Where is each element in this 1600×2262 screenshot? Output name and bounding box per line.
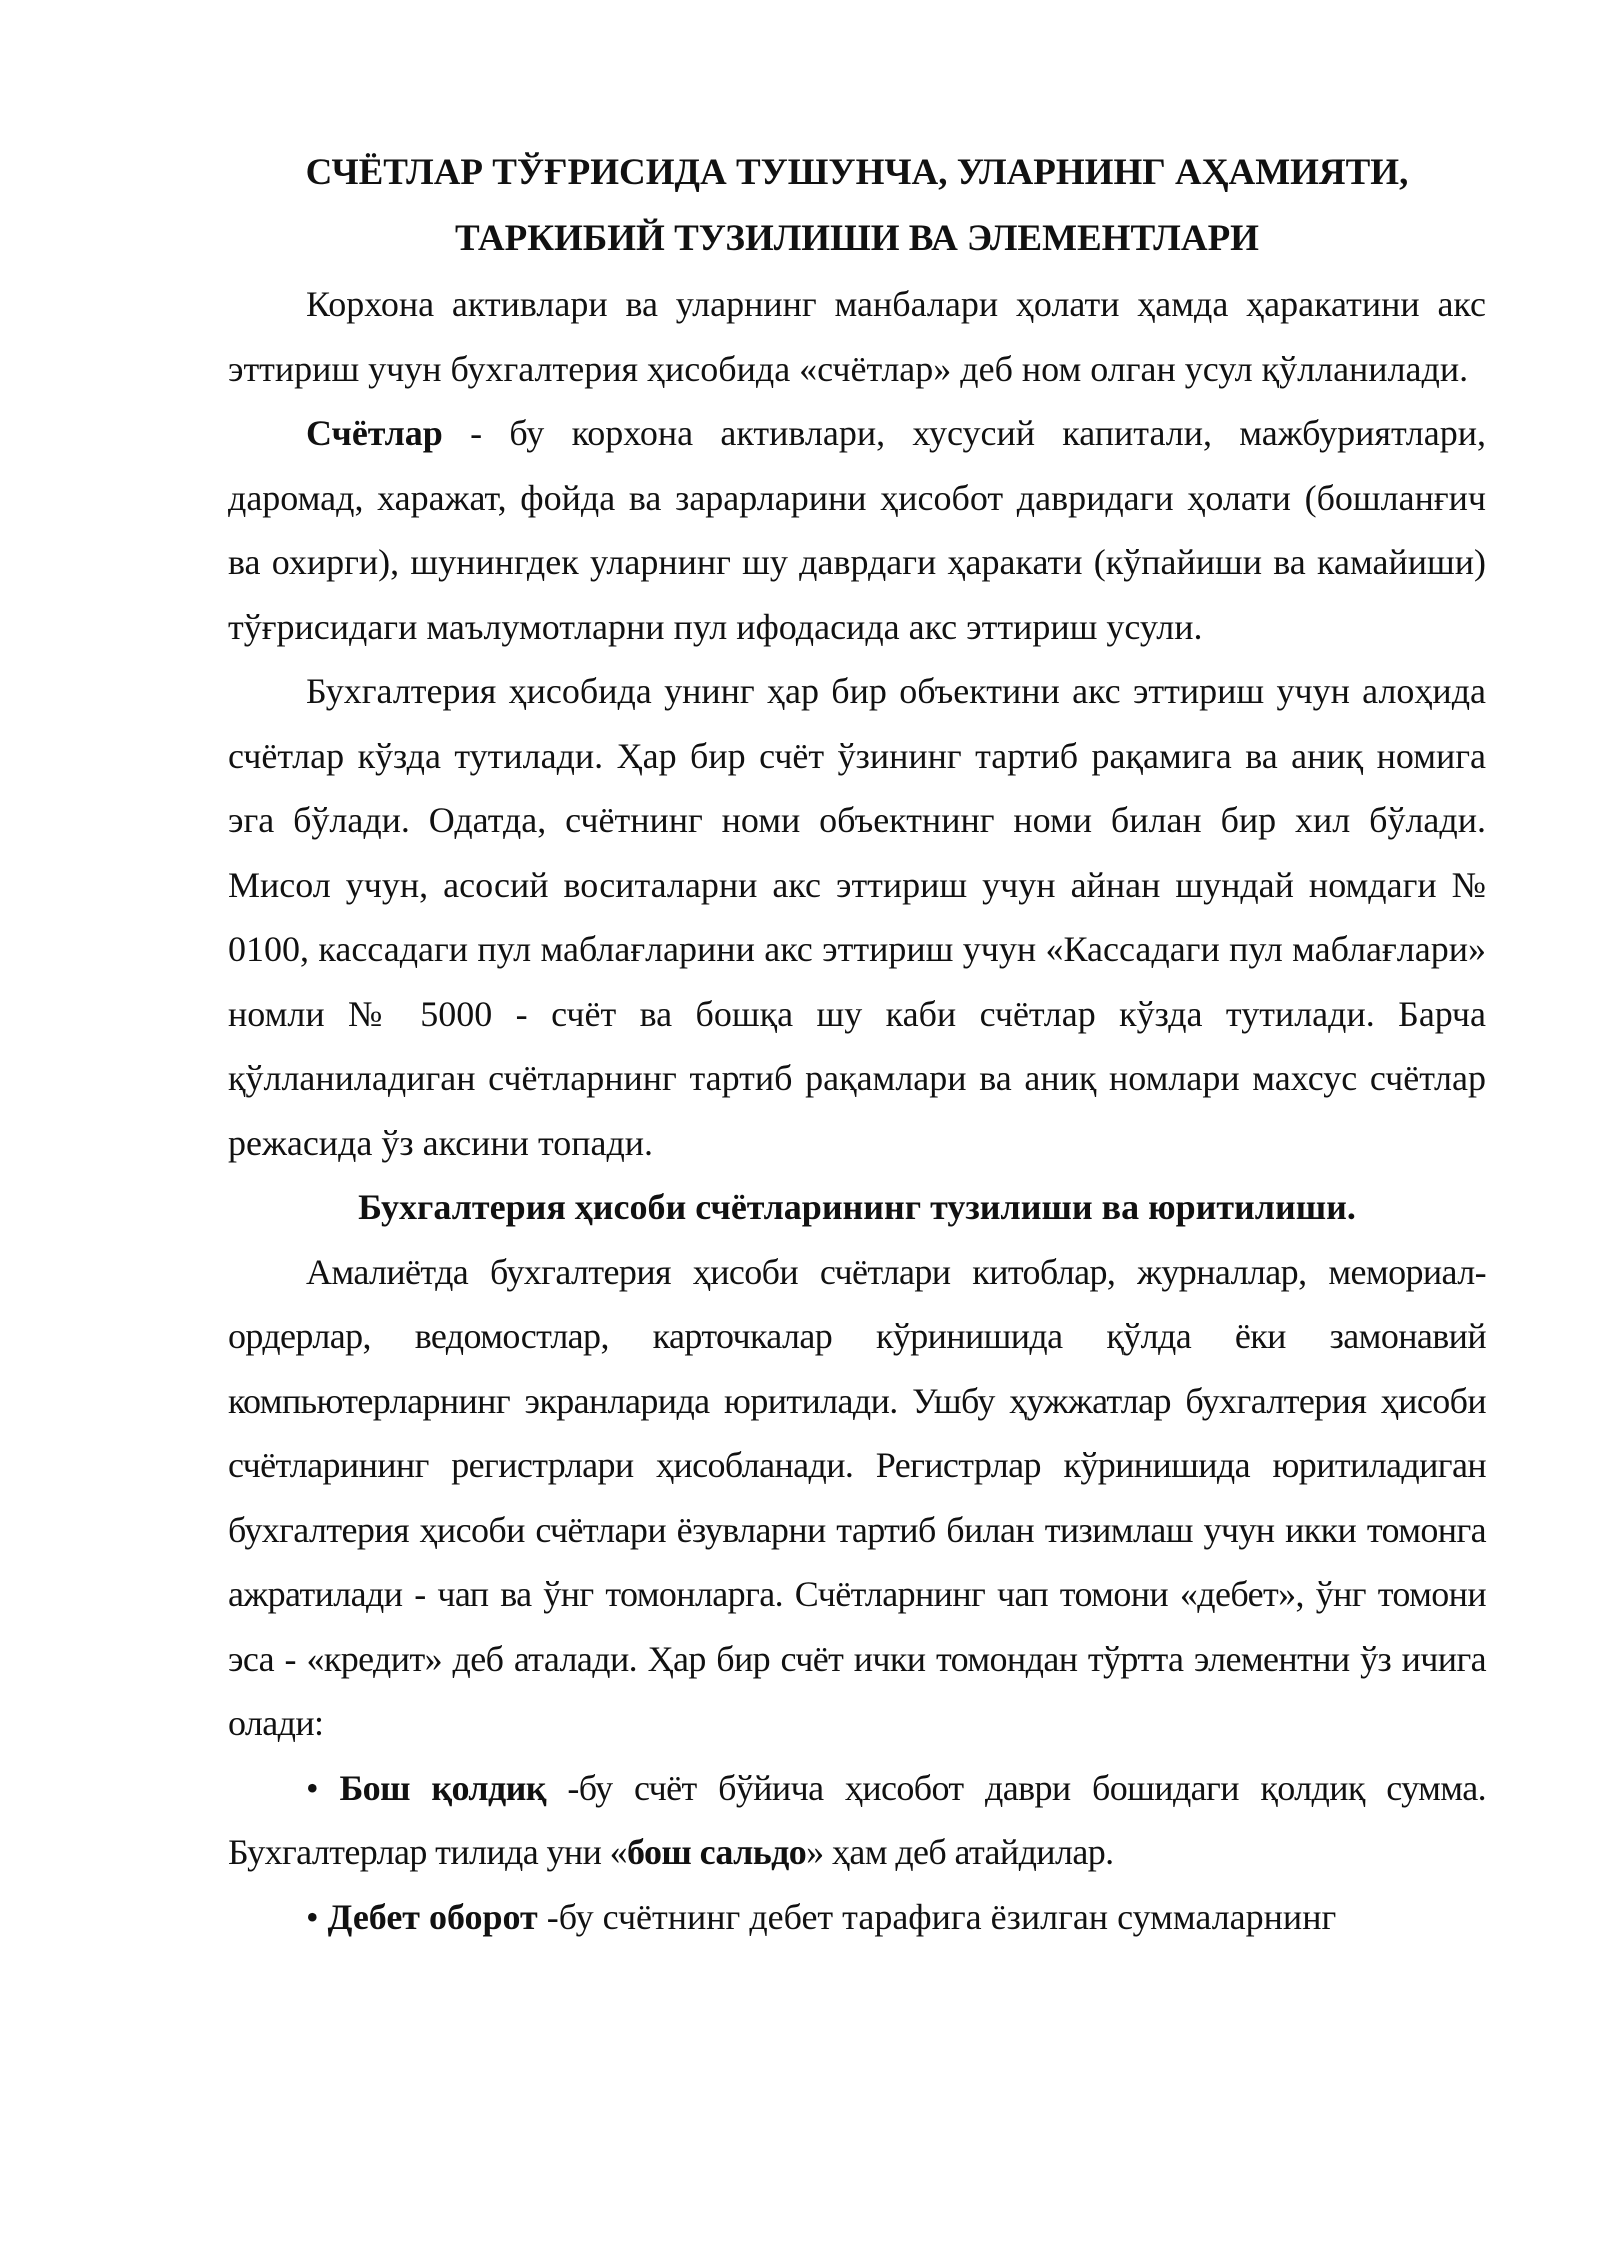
bullet-text: -бу счётнинг дебет тарафига ёзилган суммаларнинг: [537, 1896, 1337, 1937]
paragraph-intro: Корхона активлари ва уларнинг манбалари ҳолати ҳамда ҳаракатини акс эттириш учун бухгалтерия ҳисобида «счётлар» деб ном олган усул қўлланилади.: [228, 284, 1486, 389]
term-accounts: Счётлар: [306, 413, 443, 453]
bullet-debit-turnover: [228, 1885, 1486, 1950]
section-subheading: Бухгалтерия ҳисоби счётларининг тузилиши ва юритилиши.: [358, 1187, 1356, 1227]
document-title: [228, 140, 1486, 272]
bullet-opening-balance: [228, 1756, 1486, 1885]
document-page: [228, 140, 1486, 1949]
title-line-2: ТАРКИБИЙ ТУЗИЛИШИ ВА ЭЛЕМЕНТЛАРИ: [455, 218, 1259, 259]
bullet-marker: •: [306, 1896, 319, 1937]
title-line-1: СЧЁТЛАР ТЎҒРИСИДА ТУШУНЧА, УЛАРНИНГ АҲАМИЯТИ,: [305, 152, 1409, 193]
bullet-text: -бу счёт бўйича ҳисобот даври бошидаги қолдиқ сумма. Бухгалтерлар тилида уни «: [228, 1767, 1486, 1872]
term-opening-saldo: бош сальдо: [627, 1832, 807, 1872]
term-debit-turnover: Дебет оборот: [327, 1896, 538, 1937]
bullet-marker: •: [306, 1767, 319, 1808]
paragraph-accounts-numbering: Бухгалтерия ҳисобида унинг ҳар бир объектини акс эттириш учун алоҳида счётлар кўзда тутилади. Ҳар бир счёт ўзининг тартиб рақамига ва аниқ номига эга бўлади. Одатда, счётнинг номи объектнинг номи билан бир хил бўлади. Мисол учун, асосий воситаларни акс эттириш учун айнан шундай номдаги № 0100, кассадаги пул маблағларини акс эттириш учун «Кассадаги пул маблағлари» номли № 5000 - счёт ва бошқа шу каби счётлар кўзда тутилади. Барча қўлланиладиган счётларнинг тартиб рақамлари ва аниқ номлари махсус счётлар режасида ўз аксини топади.: [228, 671, 1486, 1163]
definition-text: - бу корхона активлари, хусусий капитали, мажбуриятлари, даромад, харажат, фойда ва зарарларини ҳисобот давридаги ҳолати (бошланғич ва охирги), шунингдек уларнинг шу даврдаги ҳаракати (кўпайиши ва камайиши) тўғрисидаги маълумотларни пул ифодасида акс эттириш усули.: [228, 413, 1486, 647]
paragraph-structure: Амалиётда бухгалтерия ҳисоби счётлари китоблар, журналлар, мемориал-ордерлар, ведомостлар, карточкалар кўринишида қўлда ёки замонавий компьютерларнинг экранларида юритилади. Ушбу ҳужжатлар бухгалтерия ҳисоби счётларининг регистрлари ҳисобланади. Регистрлар кўринишида юритиладиган бухгалтерия ҳисоби счётлари ёзувларни тартиб билан тизимлаш учун икки томонга ажратилади - чап ва ўнг томонларга. Счётларнинг чап томони «дебет», ўнг томони эса - «кредит» деб аталади. Ҳар бир счёт ички томондан тўртта элементни ўз ичига олади:: [228, 1251, 1486, 1743]
bullet-text-end: » ҳам деб атайдилар.: [806, 1832, 1114, 1872]
term-opening-balance: Бош қолдиқ: [339, 1767, 546, 1808]
paragraph-definition: [228, 401, 1486, 659]
